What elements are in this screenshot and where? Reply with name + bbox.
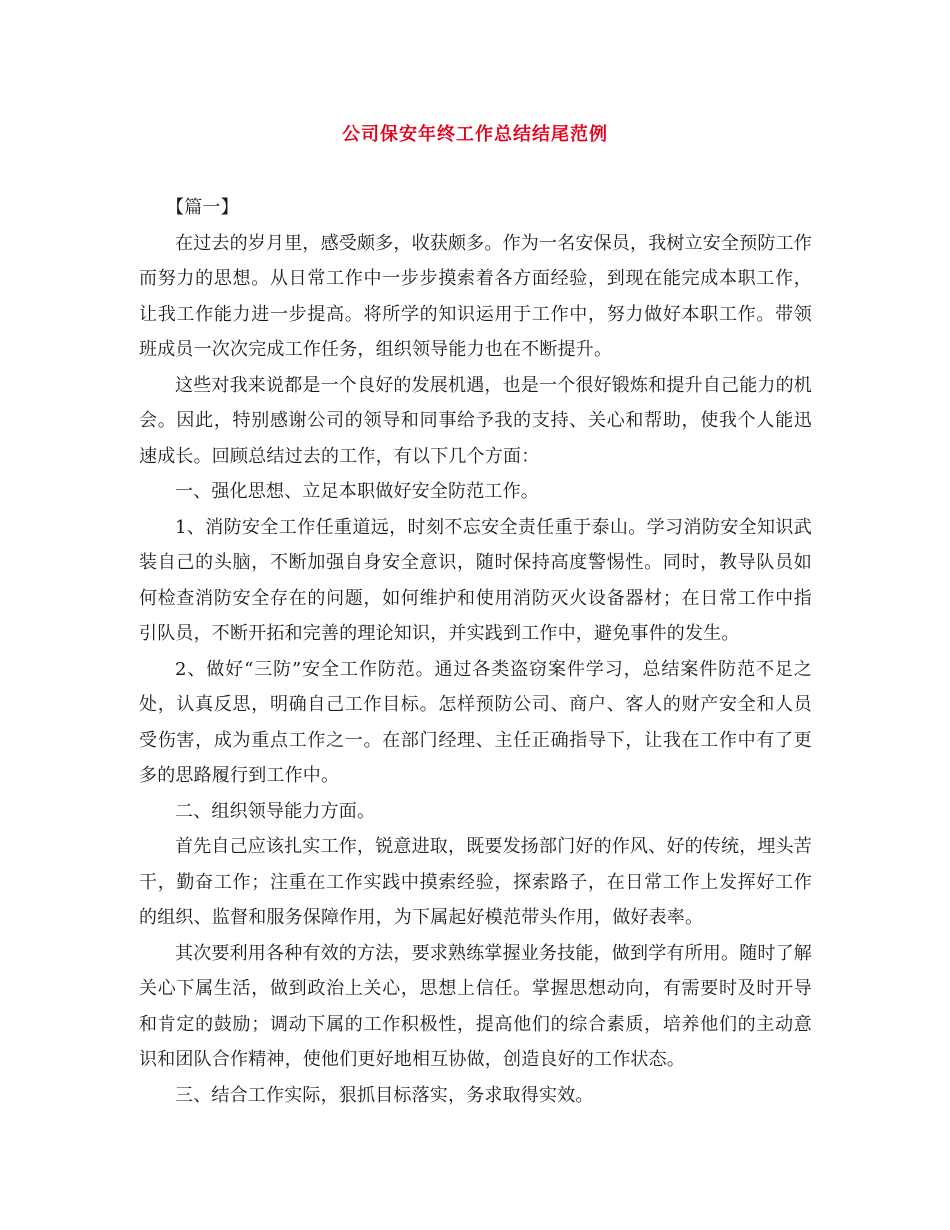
section-heading: 三、结合工作实际，狠抓目标落实，务求取得实效。 <box>175 1084 594 1106</box>
document-title: 公司保安年终工作总结结尾范例 <box>342 124 608 145</box>
section-heading: 一、强化思想、立足本职做好安全防范工作。 <box>175 481 539 502</box>
paragraph: 这些对我来说都是一个良好的发展机遇，也是一个很好锻炼和提升自己能力的机会。因此，特别感谢公司的领导和同事给予我的支持、关心和帮助，使我个人能迅速成长。回顾总结过去的工作，有以下几个方面： <box>139 374 812 467</box>
section-heading: 二、组织领导能力方面。 <box>175 800 376 822</box>
paragraph: 1、消防安全工作任重道远，时刻不忘安全责任重于泰山。学习消防安全知识武装自己的头脑，不断加强自身安全意识，随时保持高度警惕性。同时，教导队员如何检查消防安全存在的问题，如何维护和使用消防灭火设备器材；在日常工作中指引队员，不断开拓和完善的理论知识，并实践到工作中，避免事件的发生。 <box>139 516 812 644</box>
document-body <box>139 190 812 1113</box>
paragraph: 首先自己应该扎实工作，锐意进取，既要发扬部门好的作风、好的传统，埋头苦干，勤奋工作；注重在工作实践中摸索经验，探索路子，在日常工作上发挥好工作的组织、监督和服务保障作用，为下属起好模范带头作用，做好表率。 <box>139 836 812 928</box>
paragraph: 其次要利用各种有效的方法，要求熟练掌握业务技能，做到学有所用。随时了解关心下属生活，做到政治上关心，思想上信任。掌握思想动向，有需要时及时开导和肯定的鼓励；调动下属的工作积极性，提高他们的综合素质，培养他们的主动意识和团队合作精神，使他们更好地相互协做，创造良好的工作状态。 <box>139 942 812 1070</box>
paragraph: 在过去的岁月里，感受颇多，收获颇多。作为一名安保员，我树立安全预防工作而努力的思想。从日常工作中一步步摸索着各方面经验，到现在能完成本职工作，让我工作能力进一步提高。将所学的知识运用于工作中，努力做好本职工作。带领班成员一次次完成工作任务，组织领导能力也在不断提升。 <box>139 232 812 360</box>
section-label: 【篇一】 <box>166 197 239 218</box>
paragraph: 2、做好“三防”安全工作防范。通过各类盗窃案件学习，总结案件防范不足之处，认真反思，明确自己工作目标。怎样预防公司、商户、客人的财产安全和人员受伤害，成为重点工作之一。在部门经理、主任正确指导下，让我在工作中有了更多的思路履行到工作中。 <box>139 658 812 786</box>
